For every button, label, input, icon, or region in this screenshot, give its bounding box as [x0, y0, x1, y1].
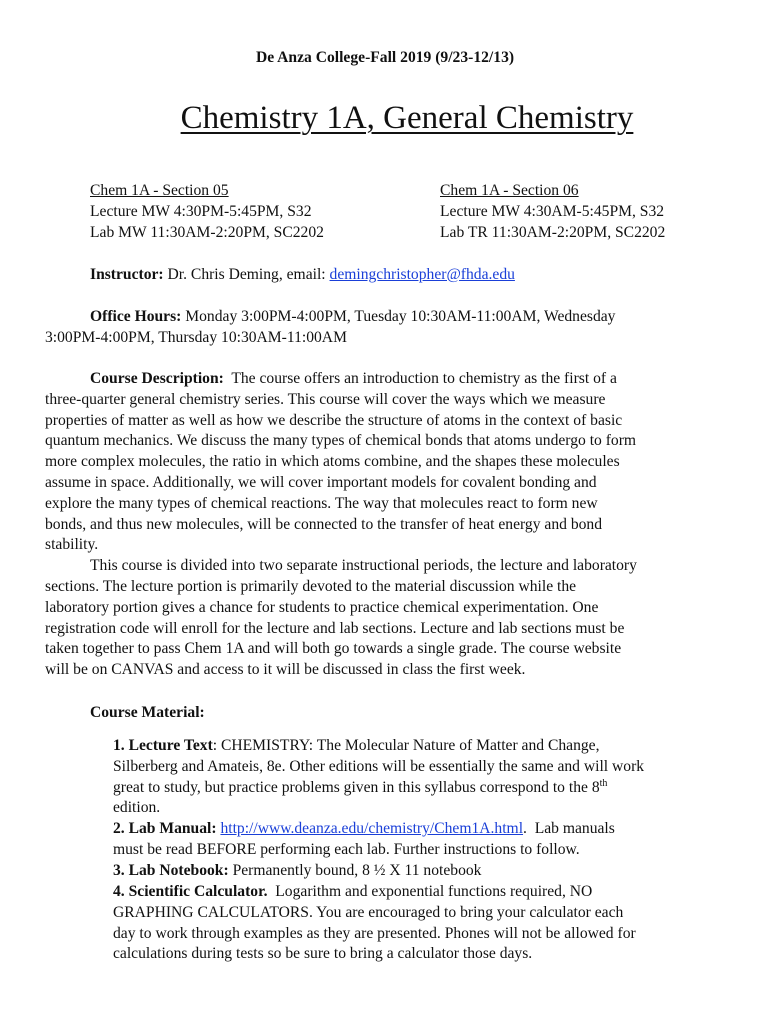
calculator-line1: Logarithm and exponential functions required, NO [267, 883, 593, 900]
material-item-calculator [113, 882, 636, 965]
section-05-name: Chem 1A - Section 05 [90, 182, 229, 199]
course-description-line: taken together to pass Chem 1A and will both go towards a single grade. The course website [45, 640, 622, 658]
lecture-text-line2: Silberberg and Amateis, 8e. Other editions will be essentially the same and will work [113, 757, 645, 775]
course-description-line: more complex molecules, the ratio in which atoms combine, and the shapes these molecules [45, 453, 620, 471]
course-material-label: Course Material: [90, 704, 205, 721]
material-item-lab-notebook [113, 861, 481, 882]
course-description-line: will be on CANVAS and access to it will be discussed in class the first week. [45, 661, 526, 679]
lecture-text-line3: great to study, but practice problems given in this syllabus correspond to the 8 [113, 778, 600, 796]
course-description-line: assume in space. Additionally, we will cover important models for covalent bonding and [45, 473, 597, 491]
course-description-line: three-quarter general chemistry series. This course will cover the ways which we measure [45, 390, 606, 408]
calculator-line2: GRAPHING CALCULATORS. You are encouraged to bring your calculator each [113, 903, 624, 921]
instructor-line [90, 265, 515, 286]
page-title: Chemistry 1A, General Chemistry [180, 100, 634, 136]
lab-manual-line2: must be read BEFORE performing each lab. Further instructions to follow. [113, 840, 580, 858]
course-description-line: properties of matter as well as how we describe the structure of atoms in the context of basic [45, 411, 623, 429]
course-description-line: stability. [45, 536, 99, 554]
instructor-email-link[interactable]: demingchristopher@fhda.edu [329, 266, 515, 283]
office-hours [45, 307, 725, 349]
office-hours-label: Office Hours: [90, 308, 182, 325]
lecture-text-line1: : CHEMISTRY: The Molecular Nature of Matter and Change, [212, 737, 600, 754]
calculator-line4: calculations during tests so be sure to bring a calculator those days. [113, 945, 533, 963]
office-hours-line2: 3:00PM-4:00PM, Thursday 10:30AM-11:00AM [45, 328, 347, 346]
section-06-lecture: Lecture MW 4:30AM-5:45PM, S32 [440, 202, 665, 220]
material-item-lab-manual [113, 819, 615, 861]
course-description-line: registration code will enroll for the lecture and lab sections. Lecture and lab sections must be [45, 619, 625, 637]
lab-manual-link[interactable]: http://www.deanza.edu/chemistry/Chem1A.html [220, 820, 524, 837]
section-05-block [90, 181, 324, 243]
office-hours-line1: Monday 3:00PM-4:00PM, Tuesday 10:30AM-11:00AM, Wednesday [181, 308, 616, 325]
course-description [45, 369, 725, 681]
calculator-line3: day to work through examples as they are presented. Phones will not be allowed for [113, 924, 636, 942]
lab-notebook-text: Permanently bound, 8 ½ X 11 notebook [228, 862, 482, 879]
course-description-line: sections. The lecture portion is primarily devoted to the material discussion while the [45, 577, 577, 595]
section-06-name: Chem 1A - Section 06 [440, 182, 579, 199]
lecture-text-line4: edition. [113, 799, 161, 817]
course-description-p1-first: The course offers an introduction to chemistry as the first of a [223, 370, 617, 387]
section-06-block [440, 181, 665, 243]
course-description-line: laboratory portion gives a chance for students to practice chemical experimentation. One [45, 598, 599, 616]
course-description-label: Course Description: [90, 370, 224, 387]
section-06-lab: Lab TR 11:30AM-2:20PM, SC2202 [440, 223, 666, 241]
lecture-text-label: 1. Lecture Text [113, 737, 213, 754]
section-05-lecture: Lecture MW 4:30PM-5:45PM, S32 [90, 202, 312, 220]
calculator-label: 4. Scientific Calculator. [113, 883, 268, 900]
instructor-text: Dr. Chris Deming, email: [163, 266, 330, 283]
lab-manual-label: 2. Lab Manual: [113, 820, 217, 837]
lab-notebook-label: 3. Lab Notebook: [113, 862, 229, 879]
material-item-lecture-text [113, 736, 644, 819]
college-term-header: De Anza College-Fall 2019 (9/23-12/13) [255, 49, 515, 66]
lab-manual-line1: . Lab manuals [523, 820, 615, 837]
course-description-line: explore the many types of chemical reactions. The way that molecules react to form new [45, 494, 598, 512]
instructor-label: Instructor: [90, 266, 164, 283]
course-description-line: quantum mechanics. We discuss the many types of chemical bonds that atoms undergo to form [45, 432, 637, 450]
course-description-line: bonds, and thus new molecules, will be connected to the transfer of heat energy and bond [45, 515, 603, 533]
course-description-p2-first: This course is divided into two separate instructional periods, the lecture and laboratory [90, 557, 637, 575]
section-05-lab: Lab MW 11:30AM-2:20PM, SC2202 [90, 223, 324, 241]
edition-superscript: th [599, 777, 608, 789]
